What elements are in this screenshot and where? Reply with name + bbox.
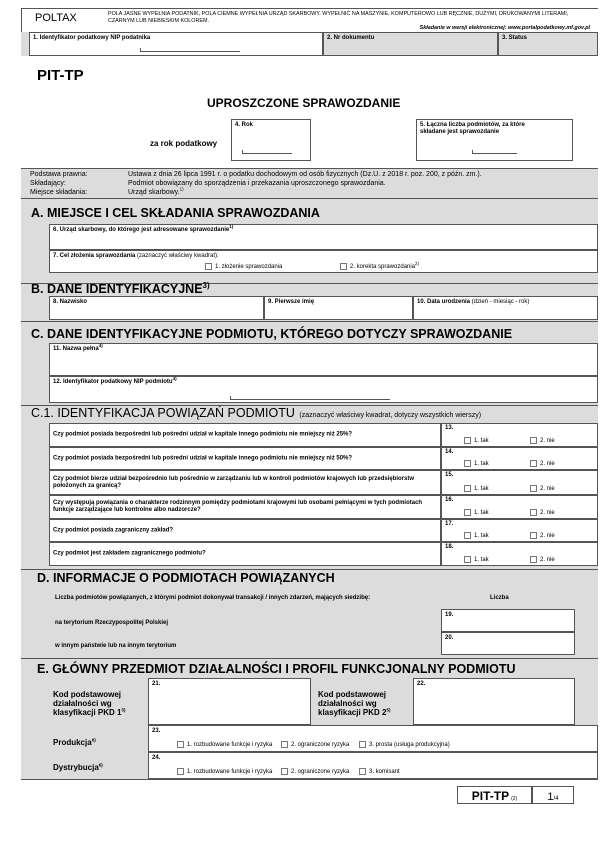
checkbox-icon	[530, 437, 537, 444]
answer-yes[interactable]: 1. tak	[464, 556, 489, 564]
production-option-2[interactable]: 2. ograniczone ryzyka	[281, 741, 349, 749]
answer-yes[interactable]: 1. tak	[464, 460, 489, 468]
question-number: 14.	[445, 449, 454, 455]
answer-yes[interactable]: 1. tak	[464, 509, 489, 517]
answer-cell	[441, 470, 598, 495]
question-number: 16.	[445, 497, 454, 503]
tax-office-field[interactable]	[49, 224, 598, 250]
section-a-title: A. MIEJSCE I CEL SKŁADANIA SPRAWOZDANIA	[31, 206, 320, 220]
checkbox-icon	[464, 532, 471, 539]
purpose-option-2[interactable]: 2. korekta sprawozdania$^{2)}$	[340, 263, 419, 271]
entities-count-field[interactable]	[416, 119, 573, 161]
footer-form-code: PIT-TP (2)	[457, 786, 532, 804]
status-label: 3. Status	[502, 35, 528, 41]
answer-cell	[441, 495, 598, 519]
electronic-note: Składanie w wersji elektronicznej: www.portalpodatkowy.mf.gov.pl	[419, 25, 590, 31]
distribution-label: Dystrybucja$^{6)}$	[53, 762, 103, 772]
status-field	[498, 32, 598, 56]
section-d-title: D. INFORMACJE O PODMIOTACH POWIĄZANYCH	[37, 571, 335, 585]
checkbox-icon	[464, 460, 471, 467]
distribution-option-1[interactable]: 1. rozbudowane funkcje i ryzyka	[177, 768, 272, 776]
question-text: Czy podmiot bierze udział bezpośrednio lub pośrednio w zarządzaniu lub w kontroli podmiotów krajowych lub przedsiębiorstw położonych za granicą?	[53, 475, 415, 489]
place-label: Miejsce składania:	[30, 189, 88, 196]
section-c-title: C. DANE IDENTYFIKACYJNE PODMIOTU, KTÓREGO DOTYCZY SPRAWOZDANIE	[31, 327, 513, 341]
poltax-label: POLTAX	[35, 12, 77, 24]
answer-yes[interactable]: 1. tak	[464, 437, 489, 445]
form-title: UPROSZCZONE SPRAWOZDANIE	[207, 96, 401, 110]
checkbox-icon	[359, 741, 366, 748]
answer-cell	[441, 423, 598, 447]
checkbox-icon	[530, 532, 537, 539]
full-name-field[interactable]	[49, 343, 598, 376]
relation-question-row	[49, 470, 598, 495]
answer-no[interactable]: 2. nie	[530, 437, 555, 445]
field-22-label: 22.	[417, 681, 426, 687]
related-abroad-label: w innym państwie lub na innym terytorium	[55, 643, 177, 649]
question-number: 17.	[445, 521, 454, 527]
question-text: Czy występują powiązania o charakterze rodzinnym pomiędzy podmiotami krajowymi lub osobami pełniącymi w tych podmiotach funkcje zarządzające lub kontrolne albo nadzorcze?	[53, 500, 423, 513]
answer-cell	[441, 447, 598, 470]
question-text-cell	[49, 519, 441, 542]
answer-yes[interactable]: 1. tak	[464, 532, 489, 540]
related-poland-field[interactable]	[441, 609, 575, 632]
pkd2-label: Kod podstawowej działalności wg klasyfikacji PKD 2$^{5)}$	[318, 690, 391, 717]
checkbox-icon	[177, 768, 184, 775]
section-e-title: E. GŁÓWNY PRZEDMIOT DZIAŁALNOŚCI I PROFIL FUNKCJONALNY PODMIOTU	[37, 662, 516, 676]
section-c1-title: C.1. IDENTYFIKACJA POWIĄZAŃ PODMIOTU (zaznaczyć właściwy kwadrat, dotyczy wszystkich wierszy)	[31, 406, 482, 420]
relation-question-row	[49, 447, 598, 470]
legal-basis-value: Ustawa z dnia 26 lipca 1991 r. o podatku dochodowym od osób fizycznych (Dz.U. z 2018 r. poz. 200, z późn. zm.).	[128, 171, 482, 178]
pkd1-field[interactable]	[148, 678, 311, 725]
answer-no[interactable]: 2. nie	[530, 485, 555, 493]
distribution-field	[148, 752, 598, 779]
checkbox-icon	[530, 509, 537, 516]
question-text-cell	[49, 495, 441, 519]
birth-date-label: 10. Data urodzenia (dzień - miesiąc - rok)	[417, 299, 530, 305]
checkbox-icon	[281, 768, 288, 775]
entity-nip-label: 12. Identyfikator podatkowy NIP podmiotu$^{4)}$	[53, 376, 177, 385]
checkbox-icon	[530, 485, 537, 492]
instructions: POLA JASNE WYPEŁNIA PODATNIK, POLA CIEMNE WYPEŁNIA URZĄD SKARBOWY. WYPEŁNIĆ NA MASZYNIE, KOMPUTEROWO LUB RĘCZNIE, DUŻYMI, DRUKOWANYMI LITERAMI, CZARNYM LUB NIEBIESKIM KOLOREM.	[108, 11, 569, 24]
form-code: PIT-TP	[37, 67, 84, 84]
question-text: Czy podmiot posiada zagraniczny zakład?	[53, 527, 174, 533]
pkd2-field[interactable]	[413, 678, 575, 725]
purpose-field	[49, 250, 598, 273]
field-21-label: 21.	[152, 681, 161, 687]
checkbox-icon	[177, 741, 184, 748]
field-19-label: 19.	[445, 612, 454, 618]
section-b-title: B. DANE IDENTYFIKACYJNE$^{3)}$	[31, 280, 210, 296]
distribution-option-3[interactable]: 3. komisant	[359, 768, 400, 776]
checkbox-icon	[359, 768, 366, 775]
doc-number-field	[323, 32, 498, 56]
tax-office-label: 6. Urząd skarbowy, do którego jest adresowane sprawozdanie$^{1)}$	[53, 224, 234, 233]
answer-no[interactable]: 2. nie	[530, 556, 555, 564]
field-24-label: 24.	[152, 755, 161, 761]
footer-page-number: 1/4	[532, 786, 574, 804]
question-text-cell	[49, 423, 441, 447]
production-option-3[interactable]: 3. prosta (usługa produkcyjna)	[359, 741, 450, 749]
question-number: 15.	[445, 472, 454, 478]
question-text: Czy podmiot posiada bezpośredni lub pośredni udział w kapitale innego podmiotu nie mniejszy niż 25%?	[53, 431, 353, 438]
field-23-label: 23.	[152, 728, 161, 734]
submitter-label: Składający:	[30, 180, 66, 187]
question-number: 18.	[445, 544, 454, 550]
question-text: Czy podmiot posiada bezpośredni lub pośredni udział w kapitale innego podmiotu nie mniejszy niż 50%?	[53, 455, 353, 461]
question-text-cell	[49, 447, 441, 470]
answer-cell	[441, 542, 598, 566]
production-label: Produkcja$^{6)}$	[53, 737, 96, 747]
question-text: Czy podmiot jest zakładem zagranicznego podmiotu?	[53, 550, 206, 557]
related-poland-label: na terytorium Rzeczypospolitej Polskiej	[55, 620, 169, 626]
doc-number-label: 2. Nr dokumentu	[327, 35, 375, 41]
pkd1-label: Kod podstawowej działalności wg klasyfikacji PKD 1$^{5)}$	[53, 690, 126, 717]
field-20-label: 20.	[445, 635, 454, 641]
relation-question-row	[49, 495, 598, 519]
first-name-label: 9. Pierwsze imię	[268, 299, 315, 305]
related-intro: Liczba podmiotów powiązanych, z którymi podmiot dokonywał transakcji / innych zdarzeń, mających siedzibę:	[55, 595, 371, 601]
answer-yes[interactable]: 1. tak	[464, 485, 489, 493]
nip-label: 1. Identyfikator podatkowy NIP podatnika	[33, 35, 151, 41]
question-text-cell	[49, 542, 441, 566]
nip-field[interactable]	[29, 32, 323, 56]
surname-label: 8. Nazwisko	[53, 299, 88, 305]
year-field[interactable]	[231, 119, 311, 161]
checkbox-icon	[464, 556, 471, 563]
entities-count-label: 5. Łączna liczba podmiotów, za które składane jest sprawozdanie	[420, 122, 525, 135]
checkbox-icon	[281, 741, 288, 748]
production-option-1[interactable]: 1. rozbudowane funkcje i ryzyka	[177, 741, 272, 749]
relation-question-row	[49, 423, 598, 447]
count-column-header: Liczba	[490, 595, 509, 601]
answer-no[interactable]: 2. nie	[530, 509, 555, 517]
checkbox-icon	[205, 263, 212, 270]
surname-field[interactable]	[49, 296, 264, 320]
relation-question-row	[49, 542, 598, 566]
purpose-label: 7. Cel złożenia sprawozdania (zaznaczyć właściwy kwadrat):	[53, 253, 219, 259]
legal-basis-label: Podstawa prawna:	[30, 171, 88, 178]
checkbox-icon	[340, 263, 347, 270]
first-name-field[interactable]	[264, 296, 413, 320]
entity-nip-field[interactable]	[49, 376, 598, 403]
checkbox-icon	[464, 437, 471, 444]
relation-question-row	[49, 519, 598, 542]
question-number: 13.	[445, 425, 454, 431]
year-label: za rok podatkowy	[150, 139, 218, 148]
checkbox-icon	[464, 485, 471, 492]
submitter-value: Podmiot obowiązany do sporządzenia i przekazania uproszczonego sprawozdania.	[128, 180, 386, 187]
checkbox-icon	[464, 509, 471, 516]
answer-cell	[441, 519, 598, 542]
purpose-option-1[interactable]: 1. złożenie sprawozdania	[205, 263, 282, 271]
birth-date-field[interactable]	[413, 296, 598, 320]
distribution-option-2[interactable]: 2. ograniczone ryzyka	[281, 768, 349, 776]
checkbox-icon	[530, 556, 537, 563]
production-field	[148, 725, 598, 752]
related-abroad-field[interactable]	[441, 632, 575, 655]
full-name-label: 11. Nazwa pełna$^{4)}$	[53, 343, 103, 352]
year-label-num: 4. Rok	[235, 122, 254, 128]
question-text-cell	[49, 470, 441, 495]
answer-no[interactable]: 2. nie	[530, 460, 555, 468]
answer-no[interactable]: 2. nie	[530, 532, 555, 540]
checkbox-icon	[530, 460, 537, 467]
place-value: Urząd skarbowy.$^{1)}$	[128, 186, 184, 196]
